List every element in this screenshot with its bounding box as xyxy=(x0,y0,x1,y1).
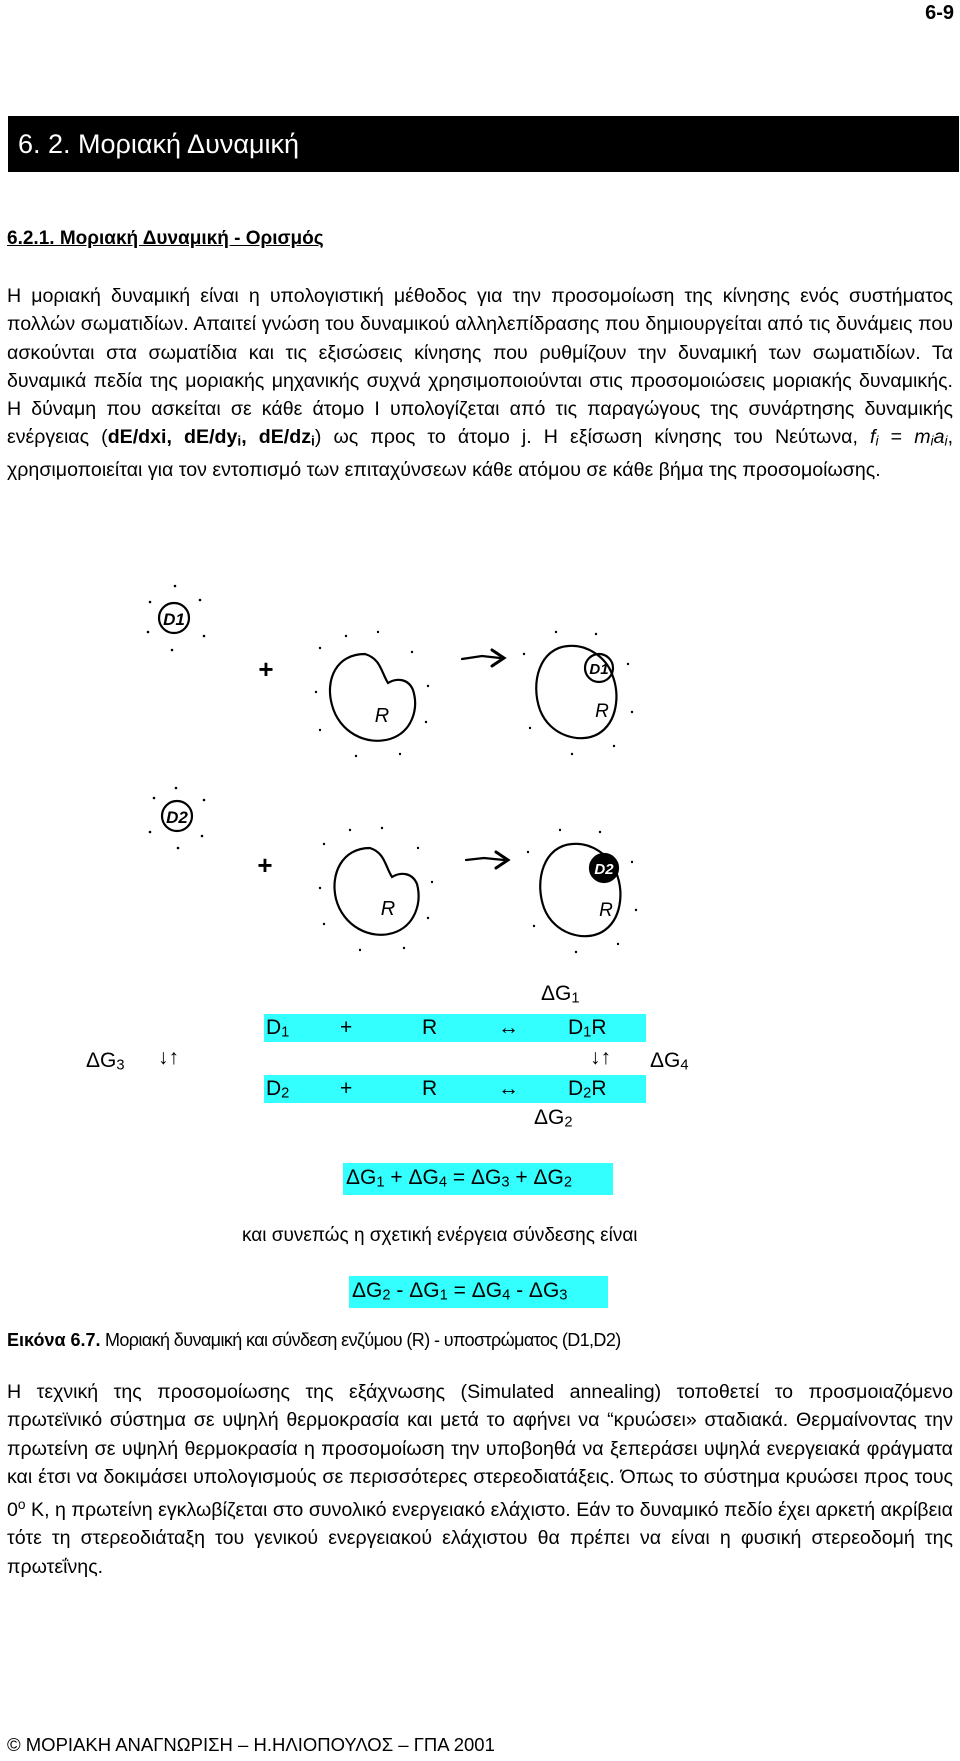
svg-text:R: R xyxy=(595,701,609,722)
footer-copyright: © ΜΟΡΙΑΚΗ ΑΝΑΓΝΩΡΙΣΗ – Η.ΗΛΙΟΠΟΥΛΟΣ – ΓΠΑ 2001 xyxy=(7,1734,495,1755)
svg-text:R: R xyxy=(374,705,390,727)
row1-plus: + xyxy=(340,1016,353,1039)
row1-receptor: R xyxy=(422,1016,438,1039)
svg-text:R: R xyxy=(380,898,396,920)
para1-expr-1: dE/dxi, $dE/dy_i$, $dE/dz_i$ xyxy=(107,426,315,449)
row1-complex: $D_1R$ xyxy=(568,1016,607,1041)
page-number: 6-9 xyxy=(925,2,954,24)
left-updown-arrows: ↓↑ xyxy=(158,1046,179,1069)
para1-text-3: , χρησιμοποιείται για τον εντοπισμό των επιταχύνσεων κάθε ατόμου σε κάθε βήμα της προσομοίωσης. xyxy=(7,426,954,482)
paragraph-simulated-annealing: Η τεχνική της προσομοίωσης της εξάχνωσης (Simulated annealing) τοποθετεί το προσμοιαζόμενο πρωτεϊνικό σύστημα σε υψηλή θερμοκρασία και μετά το αφήνει να “κρυώσει» σταδιακά. Θερμαίνοντας την πρωτείνη σε υψηλή θερμοκρασία η προσομοίωση την υποβοηθά να ξεπεράσει υψηλά ενεργειακά φράγματα και έτσι να δοκιμάσει υπολογισμούς σε περισσότερες στερεοδιατάξεις. Όπως το σύστημα κρυώσει προς τους $0^o$ K, η πρωτείνη εγκλωβίζεται στο συνολικό ενεργειακό ελάχιστο. Εάν το δυναμικό πεδίο έχει αρκετή ακρίβεια τότε τη στερεοδιάταξη του γενικού ενεργειακού ελάχιστου θα πρέπει να είναι η φυσική στερεοδομή της πρωτεΐνης. xyxy=(7,1381,953,1578)
figure-caption xyxy=(7,1330,621,1351)
receptor-r-shape-2 xyxy=(334,848,418,935)
row2-complex: $D_2R$ xyxy=(568,1077,607,1102)
chapter-title: 6. 2. Μοριακή Δυναμική xyxy=(8,116,959,172)
delta-g4-label: $\Delta G_4$ xyxy=(650,1049,689,1074)
newton-ma: $m_ia_i$ xyxy=(914,426,948,449)
ligand-d2-circle xyxy=(162,801,192,831)
row2-receptor: R xyxy=(422,1077,438,1100)
delta-g1-label: $\Delta G_1$ xyxy=(541,982,580,1007)
svg-text:D1: D1 xyxy=(163,610,185,629)
row2-plus: + xyxy=(340,1077,353,1100)
row1-equilibrium-arrow: ↔ xyxy=(498,1016,519,1039)
thermodynamic-cycle xyxy=(0,970,960,1315)
svg-text:D1: D1 xyxy=(589,661,609,678)
svg-text:D2: D2 xyxy=(166,808,188,827)
binding-illustration xyxy=(120,562,810,962)
ligand-d1-circle xyxy=(159,603,189,633)
receptor-r-shape-1 xyxy=(330,654,415,741)
delta-g2-label: $\Delta G_2$ xyxy=(534,1106,573,1131)
row2-equilibrium-arrow: ↔ xyxy=(498,1077,519,1100)
row1-ligand: $D_1$ xyxy=(266,1016,290,1041)
newton-f: $f_i$ xyxy=(870,426,879,449)
svg-text:R: R xyxy=(599,900,613,921)
complex-d2r xyxy=(540,844,620,936)
equation-cycle-sum: $\Delta G_1 + \Delta G_4 = \Delta G_3 + \Delta G_2$ xyxy=(346,1166,572,1191)
para1-text-1: Η μοριακή δυναμική είναι η υπολογιστική μέθοδος για την προσομοίωση της κίνησης ενός συστήματος πολλών σωματιδίων. Απαιτεί γνώση του δυναμικού αλληλεπίδρασης που δημιουργείται από τις δυνάμεις που ασκούνται στα σωματίδια και τις εξισώσεις κίνησης που ρυθμίζουν την δυναμική των σωματιδίων. Τα δυναμικά πεδία της μοριακής μηχανικής συχνά χρησιμοποιούνται στις προσομοιώσεις μοριακής δυναμικής. Η δύναμη που ασκείται σε κάθε άτομο I υπολογίζεται από τις παραγώγους της συνάρτησης δυναμικής ενέργειας ( xyxy=(7,285,953,449)
svg-text:D2: D2 xyxy=(594,861,614,878)
complex-d1r xyxy=(536,646,616,738)
plus-sign-1: + xyxy=(258,654,274,684)
section-title: 6.2.1. Μοριακή Δυναμική - Ορισμός xyxy=(7,228,324,249)
figure-label: Εικόνα 6.7. xyxy=(7,1330,101,1350)
para1-text-2: ) ως προς το άτομο j. Η εξίσωση κίνησης του Νεύτωνα, xyxy=(314,426,871,449)
reaction-arrow-2 xyxy=(466,852,508,868)
reaction-arrow-1 xyxy=(462,650,504,666)
row2-ligand: $D_2$ xyxy=(266,1077,290,1102)
right-updown-arrows: ↓↑ xyxy=(590,1046,611,1069)
equation-relative-binding: $\Delta G_2 - \Delta G_1 = \Delta G_4 - \Delta G_3$ xyxy=(352,1279,568,1304)
delta-g3-label: $\Delta G_3$ xyxy=(86,1049,125,1074)
binding-energy-sentence: και συνεπώς η σχετική ενέργεια σύνδεσης είναι xyxy=(242,1225,638,1246)
plus-sign-2: + xyxy=(257,850,273,880)
paragraph-definition: Η μοριακή δυναμική είναι η υπολογιστική μέθοδος για την προσομοίωση της κίνησης ενός συστήματος πολλών σωματιδίων. Απαιτεί γνώση του δυναμικού αλληλεπίδρασης που δημιουργείται από τις δυνάμεις που ασκούνται στα σωματίδια και τις εξισώσεις κίνησης που ρυθμίζουν την δυναμική των σωματιδίων. Τα δυναμικά πεδία της μοριακής μηχανικής συχνά χρησιμοποιούνται στις προσομοιώσεις μοριακής δυναμικής. Η δύναμη που ασκείται σε κάθε άτομο I υπολογίζεται από τις παραγώγους της συνάρτησης δυναμικής ενέργειας (dE/dxi, $dE/dy_i$, $dE/dz_i$) ως προς το άτομο j. Η εξίσωση κίνησης του Νεύτωνα, $f_i = m_ia_i$, χρησιμοποιείται για τον εντοπισμό των επιταχύνσεων κάθε ατόμου σε κάθε βήμα της προσομοίωσης. xyxy=(7,285,954,482)
figure-caption-text: Μοριακή δυναμική και σύνδεση ενζύμου (R) - υποστρώματος (D1,D2) xyxy=(100,1330,621,1350)
